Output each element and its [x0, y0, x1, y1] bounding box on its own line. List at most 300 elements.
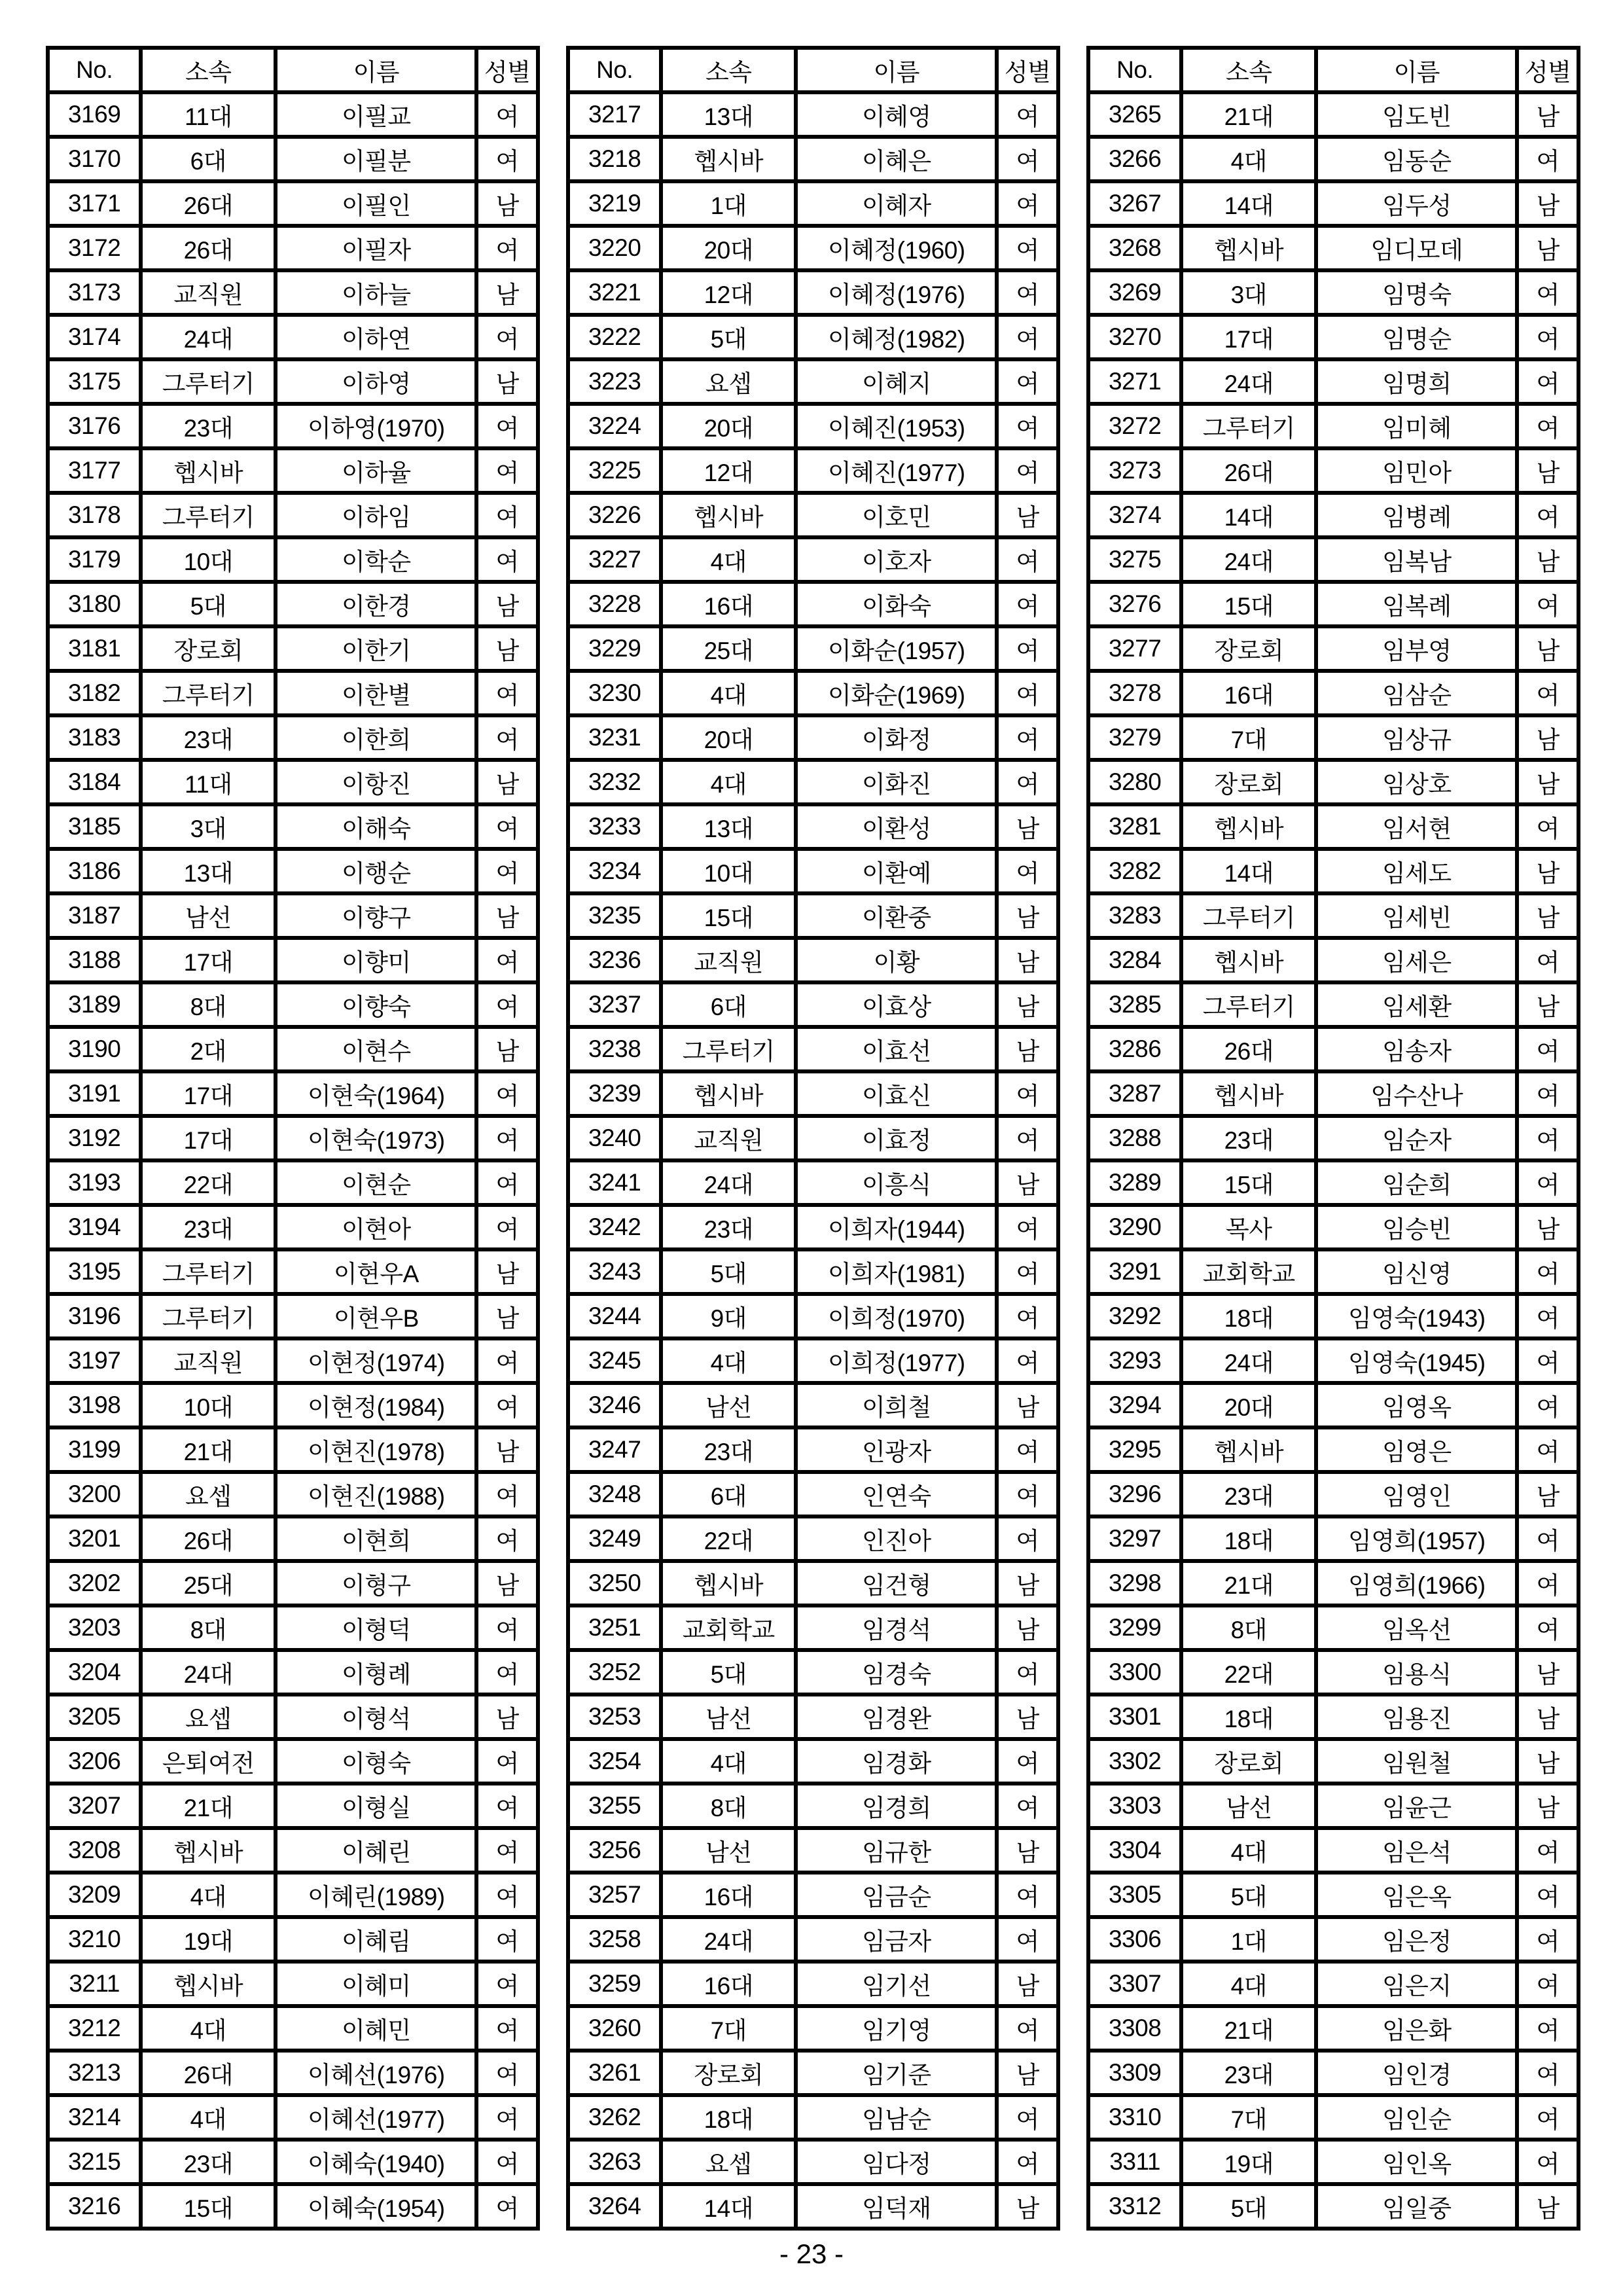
cell-no: 3192: [48, 1116, 141, 1160]
cell-no: 3312: [1088, 2184, 1181, 2229]
cell-gender: 남: [476, 1249, 538, 1294]
cell-name: 이혜숙(1954): [276, 2184, 476, 2229]
cell-affiliation: 헵시바: [661, 493, 796, 537]
cell-affiliation: 14대: [661, 2184, 796, 2229]
cell-affiliation: 17대: [141, 938, 276, 982]
cell-affiliation: 교회학교: [661, 1605, 796, 1650]
cell-name: 이혜미: [276, 1962, 476, 2006]
cell-name: 이학순: [276, 537, 476, 582]
table-row: [1088, 1027, 1578, 1071]
cell-name: 인광자: [796, 1427, 997, 1472]
cell-no: 3263: [568, 2140, 661, 2184]
cell-no: 3206: [48, 1739, 141, 1784]
table-row: [1088, 1650, 1578, 1695]
cell-gender: 남: [1517, 2184, 1578, 2229]
table-row: [48, 226, 538, 270]
cell-no: 3297: [1088, 1516, 1181, 1561]
cell-name: 이현우B: [276, 1294, 476, 1338]
table-row: [1088, 1071, 1578, 1116]
cell-gender: 여: [1517, 2051, 1578, 2095]
cell-affiliation: 교직원: [661, 938, 796, 982]
cell-name: 이필인: [276, 181, 476, 226]
cell-no: 3301: [1088, 1695, 1181, 1739]
cell-name: 이형실: [276, 1784, 476, 1828]
cell-gender: 여: [1517, 938, 1578, 982]
cell-gender: 여: [476, 1205, 538, 1249]
cell-affiliation: 23대: [141, 404, 276, 448]
cell-no: 3293: [1088, 1338, 1181, 1383]
table-row: [1088, 1472, 1578, 1516]
cell-no: 3257: [568, 1873, 661, 1917]
cell-name: 임경완: [796, 1695, 997, 1739]
cell-affiliation: 25대: [141, 1561, 276, 1605]
cell-name: 이필자: [276, 226, 476, 270]
cell-name: 임옥선: [1316, 1605, 1517, 1650]
cell-name: 임다정: [796, 2140, 997, 2184]
cell-name: 이해숙: [276, 804, 476, 849]
cell-name: 이혜정(1976): [796, 270, 997, 315]
cell-gender: 여: [997, 2006, 1058, 2051]
cell-name: 임복례: [1316, 582, 1517, 626]
cell-gender: 여: [997, 671, 1058, 715]
cell-gender: 여: [1517, 1071, 1578, 1116]
cell-gender: 여: [997, 404, 1058, 448]
cell-name: 이필교: [276, 92, 476, 137]
cell-gender: 남: [476, 893, 538, 938]
cell-name: 이하늘: [276, 270, 476, 315]
cell-gender: 남: [997, 1561, 1058, 1605]
table-row: [48, 1917, 538, 1962]
cell-affiliation: 24대: [1181, 537, 1316, 582]
cell-name: 이흥식: [796, 1160, 997, 1205]
table-row: [568, 2140, 1058, 2184]
cell-no: 3227: [568, 537, 661, 582]
cell-gender: 남: [1517, 1784, 1578, 1828]
cell-no: 3197: [48, 1338, 141, 1383]
cell-no: 3209: [48, 1873, 141, 1917]
cell-gender: 남: [997, 2184, 1058, 2229]
cell-name: 임인옥: [1316, 2140, 1517, 2184]
cell-gender: 여: [476, 1962, 538, 2006]
cell-affiliation: 10대: [661, 849, 796, 893]
cell-gender: 여: [476, 1917, 538, 1962]
table-row: [1088, 760, 1578, 804]
cell-no: 3289: [1088, 1160, 1181, 1205]
cell-no: 3225: [568, 448, 661, 493]
cell-affiliation: 15대: [1181, 1160, 1316, 1205]
cell-name: 이혜영: [796, 92, 997, 137]
cell-gender: 여: [997, 715, 1058, 760]
table-row: [568, 715, 1058, 760]
cell-affiliation: 그루터기: [661, 1027, 796, 1071]
cell-name: 임경숙: [796, 1650, 997, 1695]
cell-name: 이혜선(1976): [276, 2051, 476, 2095]
cell-affiliation: 남선: [661, 1383, 796, 1427]
cell-gender: 남: [476, 359, 538, 404]
cell-name: 이향숙: [276, 982, 476, 1027]
cell-affiliation: 25대: [661, 626, 796, 671]
cell-no: 3212: [48, 2006, 141, 2051]
table-row: [1088, 1784, 1578, 1828]
cell-gender: 여: [476, 448, 538, 493]
cell-gender: 남: [1517, 448, 1578, 493]
cell-name: 이향미: [276, 938, 476, 982]
table-row: [1088, 1873, 1578, 1917]
cell-no: 3270: [1088, 315, 1181, 359]
cell-affiliation: 남선: [661, 1695, 796, 1739]
cell-gender: 남: [476, 1695, 538, 1739]
cell-no: 3244: [568, 1294, 661, 1338]
table-row: [48, 315, 538, 359]
cell-affiliation: 6대: [661, 982, 796, 1027]
table-row: [568, 1784, 1058, 1828]
cell-gender: 남: [997, 493, 1058, 537]
cell-affiliation: 헵시바: [1181, 1427, 1316, 1472]
cell-gender: 여: [476, 1383, 538, 1427]
cell-no: 3251: [568, 1605, 661, 1650]
table-row: [48, 715, 538, 760]
cell-affiliation: 23대: [661, 1205, 796, 1249]
cell-no: 3205: [48, 1695, 141, 1739]
table-row: [48, 2051, 538, 2095]
table-row: [1088, 715, 1578, 760]
table-row: [1088, 982, 1578, 1027]
table-row: [568, 92, 1058, 137]
cell-no: 3302: [1088, 1739, 1181, 1784]
cell-affiliation: 13대: [661, 804, 796, 849]
table-row: [48, 1784, 538, 1828]
cell-name: 이혜린(1989): [276, 1873, 476, 1917]
cell-affiliation: 23대: [141, 2140, 276, 2184]
cell-name: 임일중: [1316, 2184, 1517, 2229]
cell-no: 3178: [48, 493, 141, 537]
cell-no: 3260: [568, 2006, 661, 2051]
cell-name: 임은정: [1316, 1917, 1517, 1962]
cell-name: 이형덕: [276, 1605, 476, 1650]
cell-affiliation: 그루터기: [1181, 982, 1316, 1027]
table-row: [1088, 404, 1578, 448]
table-row: [568, 626, 1058, 671]
cell-name: 임세환: [1316, 982, 1517, 1027]
cell-affiliation: 10대: [141, 537, 276, 582]
cell-gender: 여: [997, 270, 1058, 315]
cell-affiliation: 13대: [661, 92, 796, 137]
cell-name: 임삼순: [1316, 671, 1517, 715]
cell-gender: 여: [476, 2095, 538, 2140]
table-row: [48, 1160, 538, 1205]
cell-affiliation: 15대: [661, 893, 796, 938]
cell-name: 이혜숙(1940): [276, 2140, 476, 2184]
table-row: [1088, 1294, 1578, 1338]
cell-no: 3261: [568, 2051, 661, 2095]
cell-no: 3213: [48, 2051, 141, 2095]
cell-affiliation: 21대: [1181, 92, 1316, 137]
cell-affiliation: 19대: [141, 1917, 276, 1962]
table-row: [1088, 137, 1578, 181]
cell-affiliation: 26대: [141, 226, 276, 270]
cell-affiliation: 21대: [1181, 2006, 1316, 2051]
table-row: [568, 404, 1058, 448]
cell-name: 임경화: [796, 1739, 997, 1784]
cell-affiliation: 그루터기: [141, 671, 276, 715]
cell-no: 3204: [48, 1650, 141, 1695]
header-row: [1088, 48, 1578, 92]
cell-affiliation: 그루터기: [1181, 404, 1316, 448]
cell-affiliation: 그루터기: [141, 359, 276, 404]
cell-name: 임기선: [796, 1962, 997, 2006]
cell-affiliation: 15대: [141, 2184, 276, 2229]
cell-affiliation: 헵시바: [661, 137, 796, 181]
table-row: [568, 1383, 1058, 1427]
cell-no: 3174: [48, 315, 141, 359]
cell-gender: 여: [476, 404, 538, 448]
cell-no: 3217: [568, 92, 661, 137]
cell-no: 3222: [568, 315, 661, 359]
cell-name: 이하임: [276, 493, 476, 537]
cell-gender: 여: [997, 1917, 1058, 1962]
cell-affiliation: 5대: [661, 1650, 796, 1695]
cell-affiliation: 교직원: [661, 1116, 796, 1160]
cell-name: 임기준: [796, 2051, 997, 2095]
table-row: [1088, 1828, 1578, 1873]
cell-no: 3194: [48, 1205, 141, 1249]
cell-no: 3250: [568, 1561, 661, 1605]
cell-affiliation: 7대: [661, 2006, 796, 2051]
member-table-1: [46, 46, 540, 2231]
cell-affiliation: 20대: [661, 226, 796, 270]
cell-gender: 남: [476, 1027, 538, 1071]
cell-affiliation: 5대: [141, 582, 276, 626]
cell-name: 이화순(1969): [796, 671, 997, 715]
cell-no: 3268: [1088, 226, 1181, 270]
header-name: 이름: [276, 48, 476, 92]
table-row: [568, 1071, 1058, 1116]
cell-no: 3223: [568, 359, 661, 404]
cell-gender: 여: [997, 1249, 1058, 1294]
cell-name: 이희철: [796, 1383, 997, 1427]
cell-affiliation: 16대: [1181, 671, 1316, 715]
cell-affiliation: 13대: [141, 849, 276, 893]
cell-gender: 여: [476, 226, 538, 270]
cell-gender: 여: [476, 2140, 538, 2184]
cell-no: 3196: [48, 1294, 141, 1338]
cell-name: 임영숙(1943): [1316, 1294, 1517, 1338]
cell-affiliation: 4대: [141, 1873, 276, 1917]
cell-gender: 여: [997, 1338, 1058, 1383]
cell-gender: 여: [997, 1427, 1058, 1472]
cell-affiliation: 16대: [661, 582, 796, 626]
table-row: [48, 1516, 538, 1561]
cell-no: 3280: [1088, 760, 1181, 804]
cell-gender: 남: [476, 181, 538, 226]
table-row: [1088, 537, 1578, 582]
cell-gender: 여: [476, 1160, 538, 1205]
table-row: [48, 1294, 538, 1338]
cell-affiliation: 4대: [1181, 1828, 1316, 1873]
table-row: [48, 137, 538, 181]
cell-gender: 여: [997, 315, 1058, 359]
table-row: [1088, 270, 1578, 315]
cell-gender: 남: [476, 582, 538, 626]
cell-gender: 여: [997, 582, 1058, 626]
cell-affiliation: 22대: [141, 1160, 276, 1205]
cell-no: 3221: [568, 270, 661, 315]
cell-gender: 여: [997, 1071, 1058, 1116]
cell-affiliation: 남선: [661, 1828, 796, 1873]
cell-affiliation: 2대: [141, 1027, 276, 1071]
cell-gender: 여: [1517, 2140, 1578, 2184]
cell-name: 이호자: [796, 537, 997, 582]
cell-gender: 여: [997, 1516, 1058, 1561]
cell-name: 이현정(1984): [276, 1383, 476, 1427]
cell-affiliation: 23대: [661, 1427, 796, 1472]
cell-gender: 여: [1517, 1294, 1578, 1338]
cell-name: 이혜진(1977): [796, 448, 997, 493]
cell-no: 3175: [48, 359, 141, 404]
cell-no: 3299: [1088, 1605, 1181, 1650]
cell-affiliation: 16대: [661, 1873, 796, 1917]
cell-gender: 여: [1517, 1027, 1578, 1071]
table-row: [1088, 315, 1578, 359]
cell-name: 임인경: [1316, 2051, 1517, 2095]
table-row: [48, 1205, 538, 1249]
cell-no: 3259: [568, 1962, 661, 2006]
cell-affiliation: 5대: [661, 1249, 796, 1294]
cell-affiliation: 1대: [661, 181, 796, 226]
table-row: [1088, 2095, 1578, 2140]
cell-name: 임동순: [1316, 137, 1517, 181]
cell-no: 3224: [568, 404, 661, 448]
cell-gender: 여: [476, 982, 538, 1027]
table-row: [48, 804, 538, 849]
cell-no: 3310: [1088, 2095, 1181, 2140]
cell-no: 3290: [1088, 1205, 1181, 1249]
table-row: [568, 1917, 1058, 1962]
cell-no: 3274: [1088, 493, 1181, 537]
cell-affiliation: 7대: [1181, 2095, 1316, 2140]
table-row: [568, 1962, 1058, 2006]
header-no: No.: [48, 48, 141, 92]
cell-no: 3249: [568, 1516, 661, 1561]
cell-name: 이희정(1970): [796, 1294, 997, 1338]
cell-name: 이화정: [796, 715, 997, 760]
cell-no: 3292: [1088, 1294, 1181, 1338]
cell-gender: 여: [476, 493, 538, 537]
cell-name: 임순희: [1316, 1160, 1517, 1205]
cell-name: 임송자: [1316, 1027, 1517, 1071]
table-row: [1088, 359, 1578, 404]
cell-affiliation: 24대: [661, 1917, 796, 1962]
cell-name: 임영희(1957): [1316, 1516, 1517, 1561]
cell-name: 이형숙: [276, 1739, 476, 1784]
cell-name: 이효신: [796, 1071, 997, 1116]
cell-affiliation: 헵시바: [1181, 226, 1316, 270]
cell-gender: 여: [476, 849, 538, 893]
table-row: [568, 1338, 1058, 1383]
cell-affiliation: 4대: [661, 537, 796, 582]
header-affiliation: 소속: [1181, 48, 1316, 92]
cell-no: 3198: [48, 1383, 141, 1427]
cell-gender: 여: [1517, 137, 1578, 181]
table-row: [1088, 226, 1578, 270]
cell-affiliation: 6대: [141, 137, 276, 181]
cell-gender: 여: [1517, 404, 1578, 448]
cell-no: 3273: [1088, 448, 1181, 493]
cell-gender: 남: [1517, 982, 1578, 1027]
table-row: [48, 537, 538, 582]
cell-affiliation: 21대: [141, 1427, 276, 1472]
cell-gender: 여: [476, 1071, 538, 1116]
table-row: [48, 2095, 538, 2140]
table-row: [1088, 1605, 1578, 1650]
cell-affiliation: 22대: [661, 1516, 796, 1561]
table-row: [568, 537, 1058, 582]
cell-no: 3309: [1088, 2051, 1181, 2095]
cell-gender: 여: [997, 137, 1058, 181]
cell-no: 3253: [568, 1695, 661, 1739]
table-row: [1088, 92, 1578, 137]
cell-gender: 남: [476, 1561, 538, 1605]
cell-no: 3233: [568, 804, 661, 849]
table-row: [48, 938, 538, 982]
cell-gender: 여: [1517, 1828, 1578, 1873]
cell-affiliation: 21대: [141, 1784, 276, 1828]
cell-affiliation: 은퇴여전: [141, 1739, 276, 1784]
table-row: [48, 1249, 538, 1294]
cell-no: 3239: [568, 1071, 661, 1116]
cell-gender: 여: [476, 315, 538, 359]
cell-name: 이혜정(1982): [796, 315, 997, 359]
table-row: [48, 270, 538, 315]
cell-name: 이향구: [276, 893, 476, 938]
cell-name: 임명순: [1316, 315, 1517, 359]
cell-name: 임상호: [1316, 760, 1517, 804]
table-row: [48, 1605, 538, 1650]
cell-no: 3241: [568, 1160, 661, 1205]
table-row: [48, 1561, 538, 1605]
cell-name: 이행순: [276, 849, 476, 893]
cell-affiliation: 17대: [141, 1071, 276, 1116]
cell-affiliation: 헵시바: [141, 1962, 276, 2006]
cell-affiliation: 9대: [661, 1294, 796, 1338]
cell-name: 이혜은: [796, 137, 997, 181]
cell-name: 임영숙(1945): [1316, 1338, 1517, 1383]
cell-gender: 여: [476, 137, 538, 181]
cell-affiliation: 23대: [141, 715, 276, 760]
cell-gender: 남: [476, 1427, 538, 1472]
table-row: [48, 181, 538, 226]
member-table-3: [1086, 46, 1580, 2231]
cell-no: 3184: [48, 760, 141, 804]
cell-no: 3281: [1088, 804, 1181, 849]
cell-no: 3266: [1088, 137, 1181, 181]
table-row: [48, 1383, 538, 1427]
cell-gender: 여: [997, 537, 1058, 582]
cell-affiliation: 장로회: [1181, 626, 1316, 671]
table-row: [1088, 1427, 1578, 1472]
table-row: [568, 760, 1058, 804]
table-row: [568, 2095, 1058, 2140]
cell-gender: 남: [997, 1027, 1058, 1071]
cell-gender: 여: [476, 1116, 538, 1160]
cell-name: 임두성: [1316, 181, 1517, 226]
table-row: [48, 1071, 538, 1116]
cell-name: 임인순: [1316, 2095, 1517, 2140]
cell-name: 이하율: [276, 448, 476, 493]
table-row: [568, 359, 1058, 404]
cell-gender: 여: [1517, 1962, 1578, 2006]
cell-name: 임복남: [1316, 537, 1517, 582]
